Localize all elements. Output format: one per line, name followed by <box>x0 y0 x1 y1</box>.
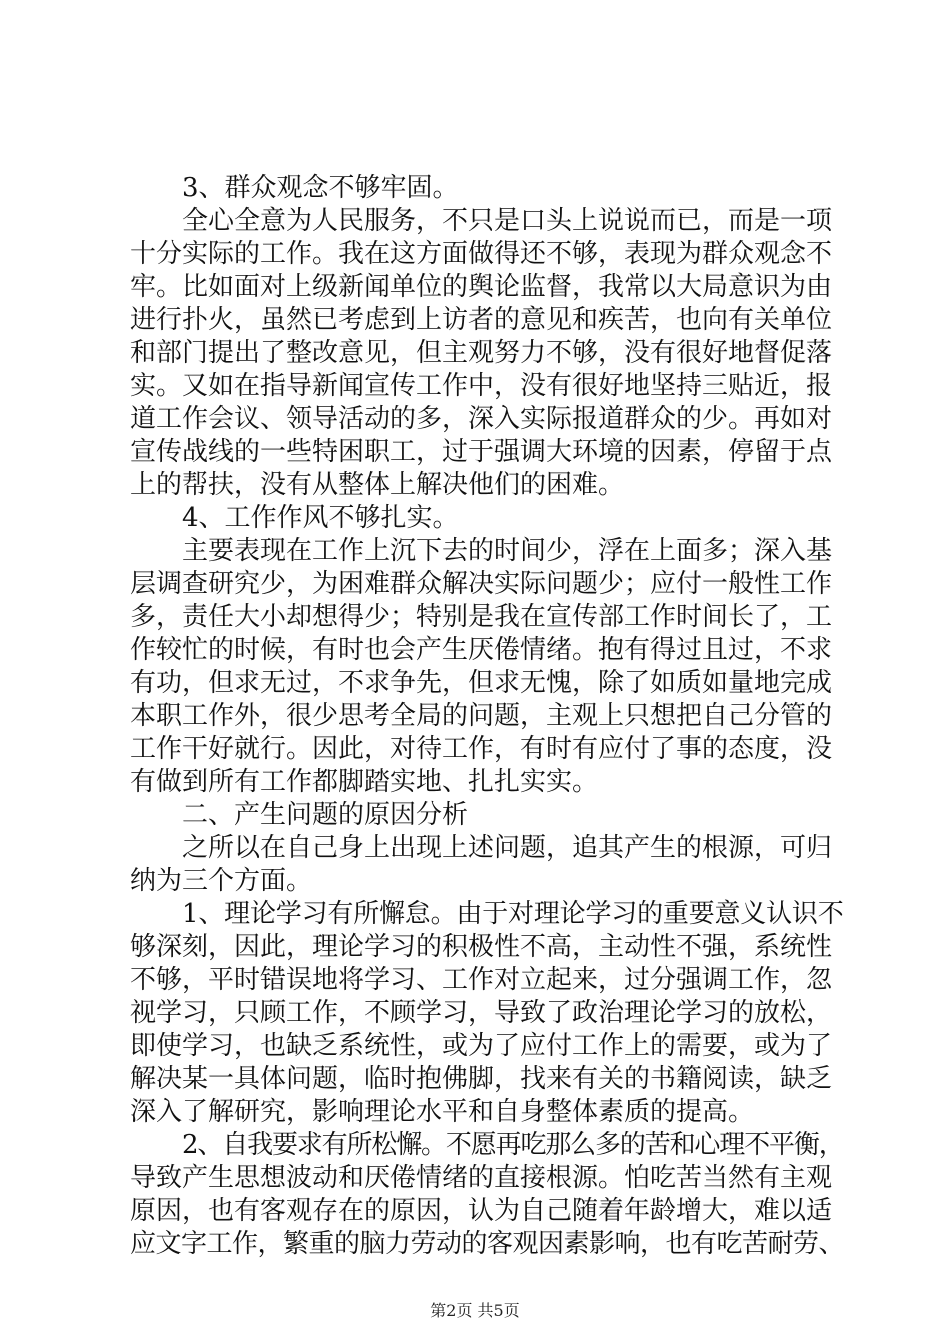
text-line: 应文字工作，繁重的脑力劳动的客观因素影响，也有吃苦耐劳、 <box>130 1229 845 1259</box>
text-line: 全心全意为人民服务，不只是口头上说说而已，而是一项 <box>182 206 833 236</box>
text-line: 主要表现在工作上沉下去的时间少，浮在上面多；深入基 <box>182 536 833 566</box>
text-line: 4、工作作风不够扎实。 <box>182 503 459 533</box>
text-line: 层调查研究少，为困难群众解决实际问题少；应付一般性工作 <box>130 569 833 599</box>
text-line: 1、理论学习有所懈怠。由于对理论学习的重要意义认识不 <box>182 899 844 929</box>
text-line: 和部门提出了整改意见，但主观努力不够，没有很好地督促落 <box>130 338 833 368</box>
text-line: 上的帮扶，没有从整体上解决他们的困难。 <box>130 470 625 500</box>
text-line: 有做到所有工作都脚踏实地、扎扎实实。 <box>130 767 599 797</box>
text-line: 进行扑火，虽然已考虑到上访者的意见和疾苦，也向有关单位 <box>130 305 833 335</box>
text-line: 多，责任大小却想得少；特别是我在宣传部工作时间长了，工 <box>130 602 833 632</box>
text-line: 实。又如在指导新闻宣传工作中，没有很好地坚持三贴近，报 <box>130 371 833 401</box>
text-line: 有功，但求无过，不求争先，但求无愧，除了如质如量地完成 <box>130 668 833 698</box>
text-line: 纳为三个方面。 <box>130 866 313 896</box>
text-line: 解决某一具体问题，临时抱佛脚，找来有关的书籍阅读，缺乏 <box>130 1064 833 1094</box>
page-number-footer: 第2页 共5页 <box>430 1301 520 1320</box>
text-line: 2、自我要求有所松懈。不愿再吃那么多的苦和心理不平衡， <box>182 1130 844 1160</box>
text-line: 不够，平时错误地将学习、工作对立起来，过分强调工作，忽 <box>130 965 833 995</box>
text-line: 作较忙的时候，有时也会产生厌倦情绪。抱有得过且过，不求 <box>130 635 833 665</box>
text-line: 视学习，只顾工作，不顾学习，导致了政治理论学习的放松， <box>130 998 833 1028</box>
text-line: 牢。比如面对上级新闻单位的舆论监督，我常以大局意识为由 <box>130 272 833 302</box>
text-line: 3、群众观念不够牢固。 <box>182 173 459 203</box>
text-line: 宣传战线的一些特困职工，过于强调大环境的因素，停留于点 <box>130 437 833 467</box>
text-line: 本职工作外，很少思考全局的问题，主观上只想把自己分管的 <box>130 701 833 731</box>
text-line: 导致产生思想波动和厌倦情绪的直接根源。怕吃苦当然有主观 <box>130 1163 833 1193</box>
text-line: 够深刻，因此，理论学习的积极性不高，主动性不强，系统性 <box>130 932 833 962</box>
text-line: 二、产生问题的原因分析 <box>182 800 469 830</box>
text-line: 即使学习，也缺乏系统性，或为了应付工作上的需要，或为了 <box>130 1031 833 1061</box>
document-body <box>130 172 844 1261</box>
text-line: 之所以在自己身上出现上述问题，追其产生的根源，可归 <box>182 833 833 863</box>
text-line: 深入了解研究，影响理论水平和自身整体素质的提高。 <box>130 1097 755 1127</box>
text-line: 十分实际的工作。我在这方面做得还不够，表现为群众观念不 <box>130 239 833 269</box>
text-line: 道工作会议、领导活动的多，深入实际报道群众的少。再如对 <box>130 404 833 434</box>
text-line: 原因，也有客观存在的原因，认为自己随着年龄增大，难以适 <box>130 1196 833 1226</box>
text-line: 工作干好就行。因此，对待工作，有时有应付了事的态度，没 <box>130 734 833 764</box>
